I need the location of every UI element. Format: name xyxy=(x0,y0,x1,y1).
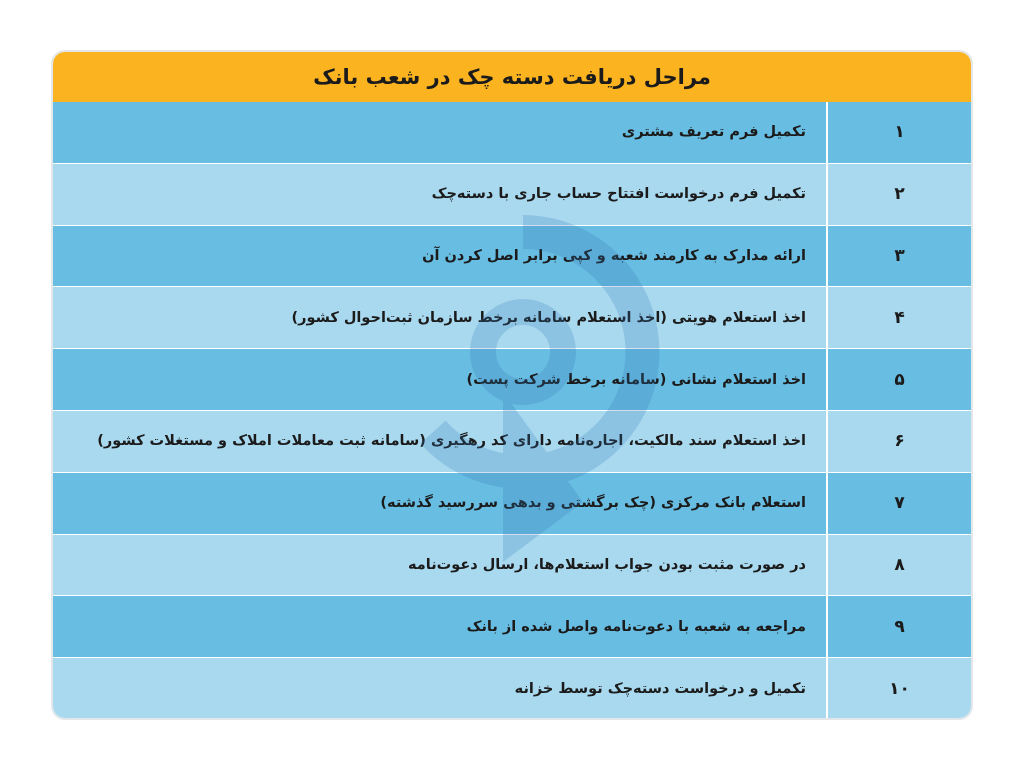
table-row xyxy=(53,102,971,164)
step-number: ۵ xyxy=(826,349,971,410)
step-text: تکمیل فرم درخواست افتتاح حساب جاری با دسته‌چک xyxy=(431,186,806,203)
steps-list xyxy=(53,102,971,720)
table-row xyxy=(53,164,971,226)
table-row xyxy=(53,473,971,535)
steps-table-card xyxy=(51,50,973,720)
step-number: ۱ xyxy=(826,102,971,163)
step-number: ۴ xyxy=(826,287,971,348)
step-text: اخذ استعلام سند مالکیت، اجاره‌نامه دارای کد رهگیری (سامانه ثبت معاملات املاک و مستغلات کشور) xyxy=(97,433,806,450)
table-row xyxy=(53,596,971,658)
table-header xyxy=(53,52,971,102)
step-number: ۸ xyxy=(826,535,971,596)
table-row xyxy=(53,349,971,411)
step-number: ۳ xyxy=(826,226,971,287)
step-text: تکمیل و درخواست دسته‌چک توسط خزانه xyxy=(514,680,806,697)
step-number: ۶ xyxy=(826,411,971,472)
step-text: مراجعه به شعبه با دعوت‌نامه واصل شده از بانک xyxy=(466,618,806,635)
step-text: در صورت مثبت بودن جواب استعلام‌ها، ارسال دعوت‌نامه xyxy=(408,556,806,573)
step-number: ۹ xyxy=(826,596,971,657)
table-row xyxy=(53,411,971,473)
table-row xyxy=(53,535,971,597)
table-row xyxy=(53,287,971,349)
table-row xyxy=(53,226,971,288)
step-number: ۷ xyxy=(826,473,971,534)
table-row xyxy=(53,658,971,720)
step-text: ارائه مدارک به کارمند شعبه و کپی برابر اصل کردن آن xyxy=(422,247,806,264)
step-text: اخذ استعلام نشانی (سامانه برخط شرکت پست) xyxy=(466,371,806,388)
step-text: تکمیل فرم تعریف مشتری xyxy=(621,124,806,141)
step-number: ۲ xyxy=(826,164,971,225)
page-title: مراحل دریافت دسته چک در شعب بانک xyxy=(313,65,711,89)
step-text: استعلام بانک مرکزی (چک برگشتی و بدهی سررسید گذشته) xyxy=(380,495,806,512)
step-number: ۱۰ xyxy=(826,658,971,719)
step-text: اخذ استعلام هویتی (اخذ استعلام سامانه برخط سازمان ثبت‌احوال کشور) xyxy=(291,309,806,326)
